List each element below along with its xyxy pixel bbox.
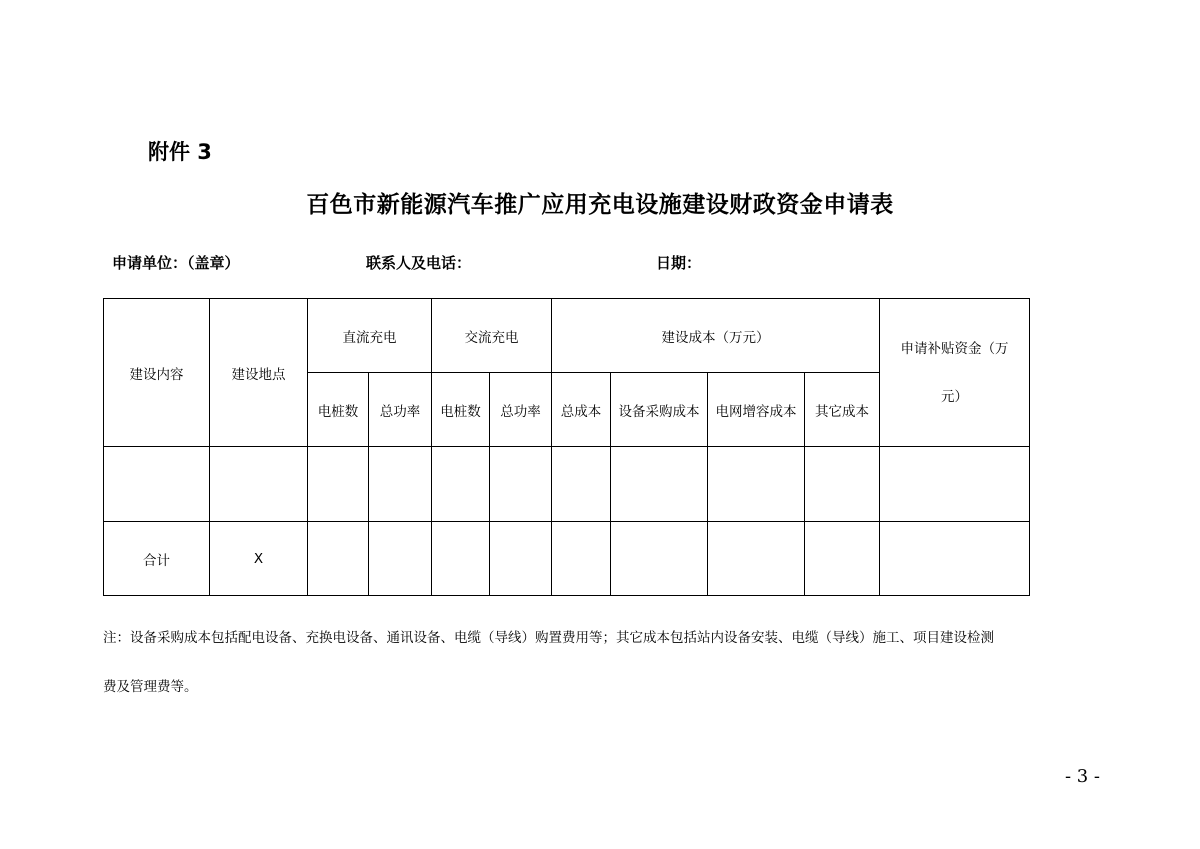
page-number: - 3 - — [1064, 766, 1100, 787]
total-cell-grid-cost[interactable] — [708, 522, 805, 596]
total-cell-subsidy[interactable] — [880, 522, 1030, 596]
total-cell-ac-piles[interactable] — [432, 522, 490, 596]
total-cell-ac-power[interactable] — [490, 522, 552, 596]
header-grid-cost: 电网增容成本 — [708, 373, 805, 447]
total-cell-other-cost[interactable] — [805, 522, 880, 596]
page-title: 百色市新能源汽车推广应用充电设施建设财政资金申请表 — [306, 192, 894, 218]
header-location: 建设地点 — [210, 299, 308, 447]
header-ac-piles: 电桩数 — [432, 373, 490, 447]
contact-label: 联系人及电话： — [366, 254, 472, 272]
input-cell-equipment-cost[interactable] — [611, 447, 708, 522]
header-dc-piles: 电桩数 — [308, 373, 369, 447]
total-cell-equipment-cost[interactable] — [611, 522, 708, 596]
input-cell-ac-piles[interactable] — [432, 447, 490, 522]
table-row-total — [104, 522, 1030, 596]
header-other-cost: 其它成本 — [805, 373, 880, 447]
table-header-row — [104, 299, 1030, 373]
input-cell-other-cost[interactable] — [805, 447, 880, 522]
input-cell-subsidy[interactable] — [880, 447, 1030, 522]
header-subsidy-line1: 申请补贴资金（万 — [900, 340, 1009, 357]
header-equipment-cost: 设备采购成本 — [611, 373, 708, 447]
total-cell-dc-piles[interactable] — [308, 522, 369, 596]
total-label: 合计 — [104, 522, 210, 596]
table-row — [104, 447, 1030, 522]
applicant-unit-label: 申请单位：（盖章） — [112, 254, 240, 272]
note-line-2: 费及管理费等。 — [103, 679, 198, 695]
attachment-label: 附件 3 — [148, 140, 212, 164]
header-subsidy — [880, 299, 1030, 447]
header-ac-power: 总功率 — [490, 373, 552, 447]
header-total-cost: 总成本 — [552, 373, 611, 447]
input-cell-grid-cost[interactable] — [708, 447, 805, 522]
input-cell-dc-power[interactable] — [369, 447, 432, 522]
header-construction-cost: 建设成本（万元） — [552, 299, 880, 373]
input-cell-content[interactable] — [104, 447, 210, 522]
application-form-table — [103, 298, 1030, 596]
header-dc-charging: 直流充电 — [308, 299, 432, 373]
input-cell-location[interactable] — [210, 447, 308, 522]
total-cell-dc-power[interactable] — [369, 522, 432, 596]
input-cell-dc-piles[interactable] — [308, 447, 369, 522]
note-line-1: 注：设备采购成本包括配电设备、充换电设备、通讯设备、电缆（导线）购置费用等；其它成本包括站内设备安装、电缆（导线）施工、项目建设检测 — [103, 630, 994, 646]
date-label: 日期： — [656, 254, 702, 272]
header-ac-charging: 交流充电 — [432, 299, 552, 373]
header-subsidy-line2: 元） — [941, 388, 968, 405]
input-cell-ac-power[interactable] — [490, 447, 552, 522]
total-cell-total-cost[interactable] — [552, 522, 611, 596]
header-content: 建设内容 — [104, 299, 210, 447]
total-location-mark: X — [210, 522, 308, 596]
header-dc-power: 总功率 — [369, 373, 432, 447]
input-cell-total-cost[interactable] — [552, 447, 611, 522]
